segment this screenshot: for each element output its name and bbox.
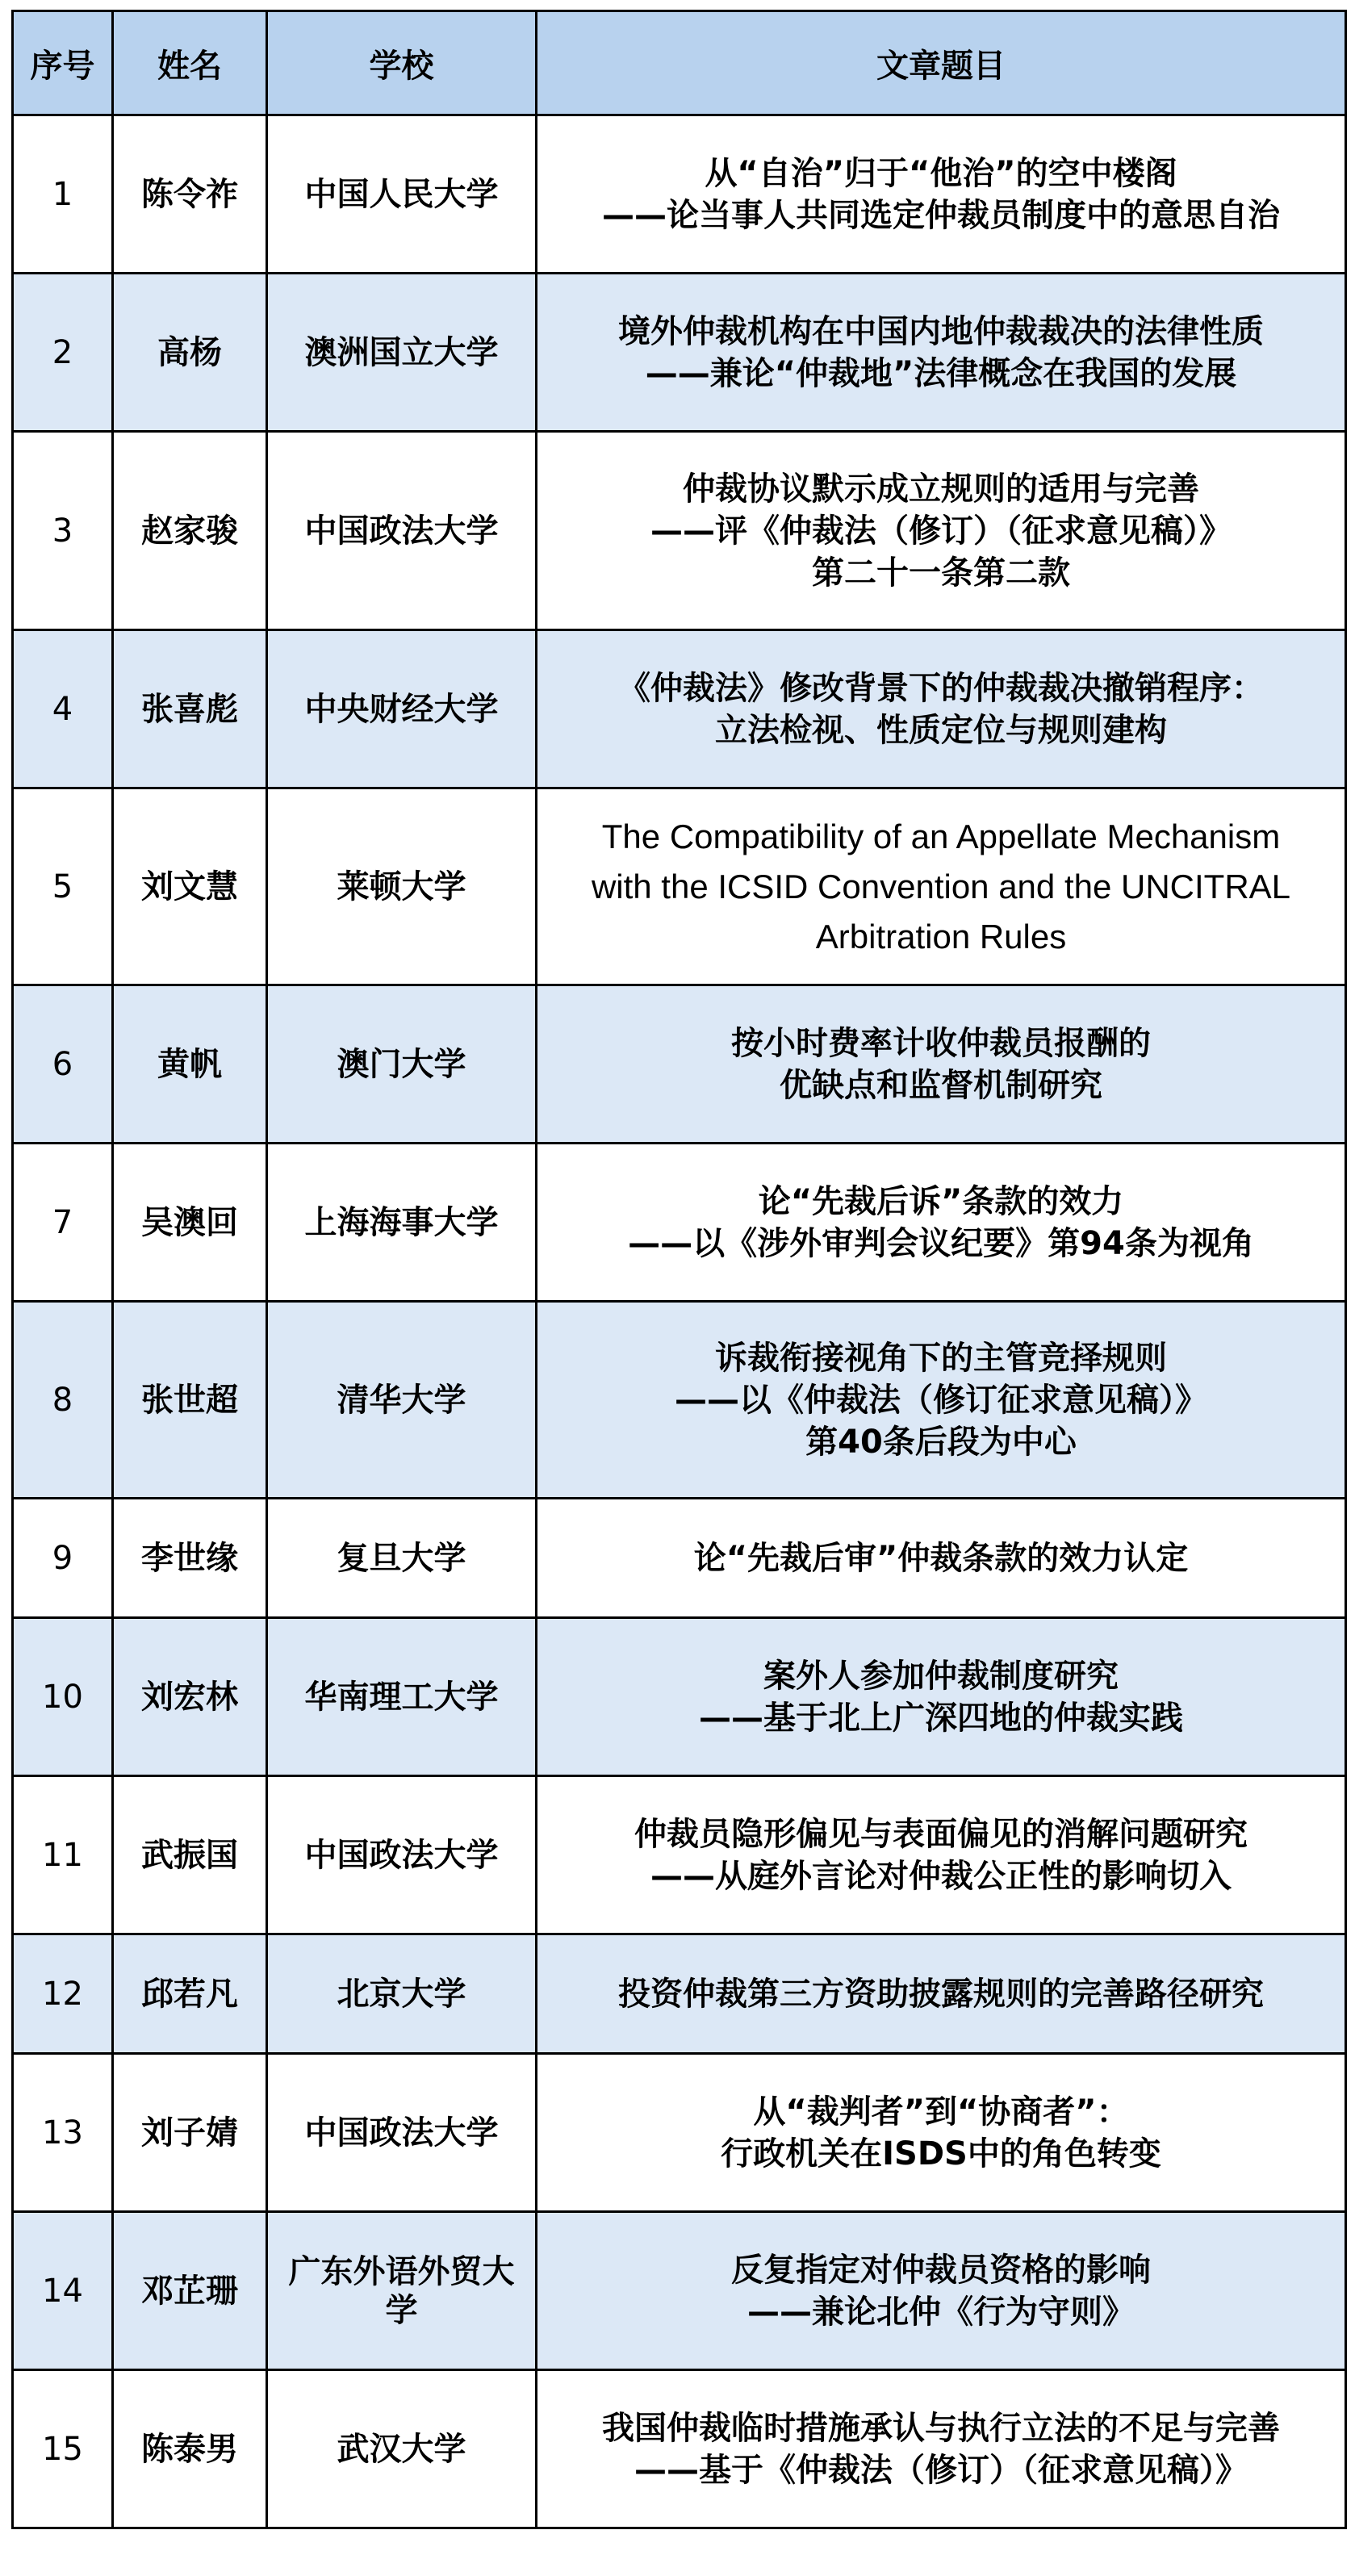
author-name: 吴澳回 xyxy=(113,1144,267,1302)
header-school: 学校 xyxy=(267,11,537,115)
row-number: 14 xyxy=(13,2212,113,2370)
table-body xyxy=(13,115,1346,2528)
author-name: 武振国 xyxy=(113,1776,267,1934)
article-title xyxy=(537,1499,1346,1618)
author-name: 陈泰男 xyxy=(113,2370,267,2528)
school-name: 中国政法大学 xyxy=(267,2054,537,2212)
article-title-line: ——论当事人共同选定仲裁员制度中的意思自治 xyxy=(602,196,1280,234)
row-number: 11 xyxy=(13,1776,113,1934)
article-title xyxy=(537,2054,1346,2212)
author-name: 陈令祚 xyxy=(113,115,267,274)
table-row xyxy=(13,985,1346,1144)
article-title-line: 优缺点和监督机制研究 xyxy=(780,1066,1102,1104)
school-name: 澳洲国立大学 xyxy=(267,274,537,432)
school-name: 中国政法大学 xyxy=(267,432,537,630)
article-title-line: 行政机关在ISDS中的角色转变 xyxy=(721,2135,1161,2172)
article-title xyxy=(537,630,1346,788)
article-title-line: ——兼论北仲《行为守则》 xyxy=(747,2293,1135,2331)
article-title-line: 我国仲裁临时措施承认与执行立法的不足与完善 xyxy=(602,2409,1280,2447)
article-title xyxy=(537,432,1346,630)
article-title-line: ——从庭外言论对仲裁公正性的影响切入 xyxy=(650,1857,1232,1895)
author-name: 刘子婧 xyxy=(113,2054,267,2212)
row-number: 15 xyxy=(13,2370,113,2528)
article-title xyxy=(537,2212,1346,2370)
article-title-line: 第40条后段为中心 xyxy=(805,1423,1077,1461)
article-title-line: with the ICSID Convention and the UNCITRAL xyxy=(591,867,1291,905)
article-title-line: 第二十一条第二款 xyxy=(812,554,1070,592)
row-number: 3 xyxy=(13,432,113,630)
article-title-line: ——以《仲裁法（修订征求意见稿）》 xyxy=(675,1381,1207,1419)
awards-table-container xyxy=(11,10,1345,2529)
author-name: 赵家骏 xyxy=(113,432,267,630)
table-row xyxy=(13,1144,1346,1302)
school-name: 武汉大学 xyxy=(267,2370,537,2528)
article-title-line: 诉裁衔接视角下的主管竞择规则 xyxy=(715,1339,1167,1377)
table-row xyxy=(13,115,1346,274)
header-article-title: 文章题目 xyxy=(537,11,1346,115)
table-header-row xyxy=(13,11,1346,115)
article-title-line: 投资仲裁第三方资助披露规则的完善路径研究 xyxy=(618,1975,1264,2013)
school-name: 莱顿大学 xyxy=(267,788,537,985)
author-name: 邓芷珊 xyxy=(113,2212,267,2370)
article-title xyxy=(537,788,1346,985)
article-title-line: 反复指定对仲裁员资格的影响 xyxy=(731,2251,1151,2289)
table-row xyxy=(13,1618,1346,1776)
row-number: 4 xyxy=(13,630,113,788)
school-name: 中国人民大学 xyxy=(267,115,537,274)
article-title-line: ——兼论“仲裁地”法律概念在我国的发展 xyxy=(645,354,1237,392)
header-number: 序号 xyxy=(13,11,113,115)
article-title xyxy=(537,1144,1346,1302)
article-title-line: ——评《仲裁法（修订）（征求意见稿）》 xyxy=(650,512,1232,550)
table-row xyxy=(13,274,1346,432)
author-name: 黄帆 xyxy=(113,985,267,1144)
article-title-line: 立法检视、性质定位与规则建构 xyxy=(715,711,1167,749)
article-title-line: 从“自治”归于“他治”的空中楼阁 xyxy=(705,154,1177,192)
author-name: 邱若凡 xyxy=(113,1934,267,2054)
school-name: 清华大学 xyxy=(267,1302,537,1499)
table-row xyxy=(13,2212,1346,2370)
row-number: 8 xyxy=(13,1302,113,1499)
article-title-line: 案外人参加仲裁制度研究 xyxy=(763,1657,1119,1695)
article-title-line: 从“裁判者”到“协商者”： xyxy=(753,2093,1129,2131)
article-title xyxy=(537,115,1346,274)
article-title-line: 论“先裁后诉”条款的效力 xyxy=(758,1182,1124,1220)
article-title-line: 仲裁员隐形偏见与表面偏见的消解问题研究 xyxy=(634,1815,1248,1853)
article-title xyxy=(537,985,1346,1144)
row-number: 9 xyxy=(13,1499,113,1618)
paper-list-table xyxy=(11,10,1347,2529)
school-name: 北京大学 xyxy=(267,1934,537,2054)
school-name: 澳门大学 xyxy=(267,985,537,1144)
row-number: 13 xyxy=(13,2054,113,2212)
author-name: 刘宏林 xyxy=(113,1618,267,1776)
article-title-line: ——基于《仲裁法（修订）（征求意见稿）》 xyxy=(634,2451,1248,2489)
article-title-line: 按小时费率计收仲裁员报酬的 xyxy=(731,1024,1151,1062)
article-title-line: 《仲裁法》修改背景下的仲裁裁决撤销程序： xyxy=(618,669,1264,707)
article-title-line: The Compatibility of an Appellate Mechanism xyxy=(601,817,1281,855)
table-row xyxy=(13,2054,1346,2212)
row-number: 1 xyxy=(13,115,113,274)
school-name: 华南理工大学 xyxy=(267,1618,537,1776)
article-title-line: 境外仲裁机构在中国内地仲裁裁决的法律性质 xyxy=(618,312,1264,350)
table-row xyxy=(13,630,1346,788)
row-number: 6 xyxy=(13,985,113,1144)
table-row xyxy=(13,2370,1346,2528)
author-name: 李世缘 xyxy=(113,1499,267,1618)
author-name: 张世超 xyxy=(113,1302,267,1499)
article-title-line: Arbitration Rules xyxy=(815,917,1067,956)
article-title-line: 仲裁协议默示成立规则的适用与完善 xyxy=(683,470,1199,508)
article-title xyxy=(537,2370,1346,2528)
table-row xyxy=(13,1499,1346,1618)
school-name: 中央财经大学 xyxy=(267,630,537,788)
article-title xyxy=(537,1618,1346,1776)
school-name: 中国政法大学 xyxy=(267,1776,537,1934)
row-number: 2 xyxy=(13,274,113,432)
article-title-line: ——以《涉外审判会议纪要》第94条为视角 xyxy=(628,1224,1254,1262)
table-row xyxy=(13,788,1346,985)
table-row xyxy=(13,1302,1346,1499)
header-name: 姓名 xyxy=(113,11,267,115)
article-title xyxy=(537,1934,1346,2054)
row-number: 10 xyxy=(13,1618,113,1776)
school-name: 广东外语外贸大学 xyxy=(267,2212,537,2370)
article-title xyxy=(537,1776,1346,1934)
table-row xyxy=(13,1934,1346,2054)
article-title xyxy=(537,1302,1346,1499)
article-title xyxy=(537,274,1346,432)
row-number: 5 xyxy=(13,788,113,985)
row-number: 12 xyxy=(13,1934,113,2054)
author-name: 高杨 xyxy=(113,274,267,432)
school-name: 复旦大学 xyxy=(267,1499,537,1618)
article-title-line: 论“先裁后审”仲裁条款的效力认定 xyxy=(693,1539,1189,1577)
school-name: 上海海事大学 xyxy=(267,1144,537,1302)
row-number: 7 xyxy=(13,1144,113,1302)
author-name: 张喜彪 xyxy=(113,630,267,788)
article-title-line: ——基于北上广深四地的仲裁实践 xyxy=(699,1699,1183,1737)
author-name: 刘文慧 xyxy=(113,788,267,985)
table-row xyxy=(13,1776,1346,1934)
table-row xyxy=(13,432,1346,630)
